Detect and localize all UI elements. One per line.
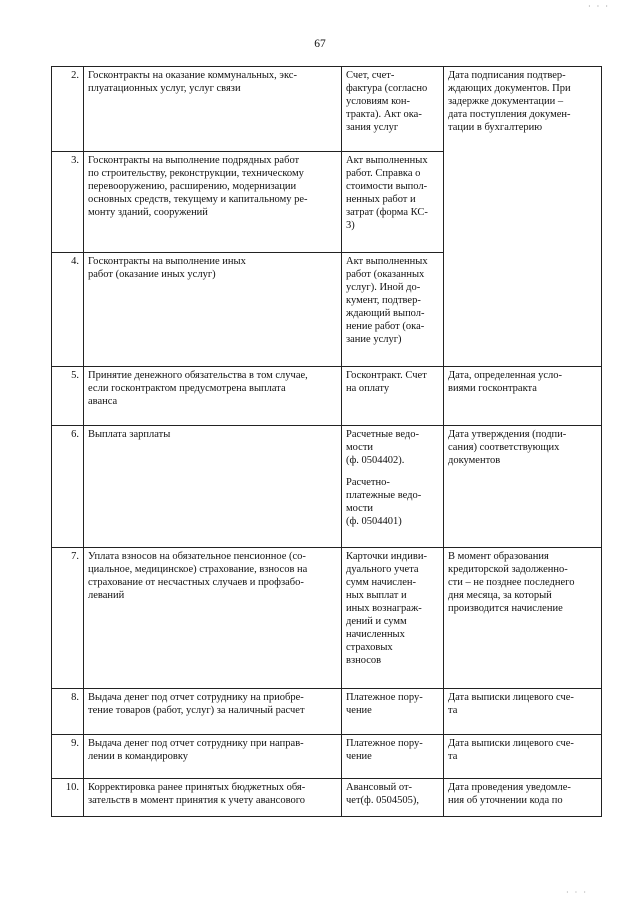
supporting-document: Расчетные ведо- мости (ф. 0504402). Расчетно- платежные ведо- мости (ф. 0504401)	[342, 426, 444, 548]
supporting-document: Акт выполненных работ. Справка о стоимости выпол- ненных работ и затрат (форма КС- 3)	[342, 152, 444, 253]
row-number: 6.	[52, 426, 84, 548]
table-row	[52, 689, 602, 735]
supporting-document: Авансовый от- чет(ф. 0504505),	[342, 779, 444, 817]
table-row	[52, 67, 602, 152]
operation-description: Выплата зарплаты	[84, 426, 342, 548]
operation-description: Госконтракты на оказание коммунальных, экс- плуатационных услуг, услуг связи	[84, 67, 342, 152]
acceptance-date: Дата выписки лицевого сче- та	[444, 689, 602, 735]
accounting-table	[51, 66, 602, 817]
operation-description: Госконтракты на выполнение подрядных работ по строительству, реконструкции, техническому перевооружению, расширению, модернизации основных средств, текущему и капитальному ре- монту зданий, сооружений	[84, 152, 342, 253]
operation-description: Выдача денег под отчет сотруднику при направ- лении в командировку	[84, 735, 342, 779]
table-row	[52, 426, 602, 548]
row-number: 8.	[52, 689, 84, 735]
operation-description: Госконтракты на выполнение иных работ (оказание иных услуг)	[84, 253, 342, 367]
row-number: 5.	[52, 367, 84, 426]
acceptance-date	[444, 253, 602, 367]
acceptance-date: Дата выписки лицевого сче- та	[444, 735, 602, 779]
table-row	[52, 548, 602, 689]
operation-description: Корректировка ранее принятых бюджетных обя- зательств в момент принятия к учету авансового	[84, 779, 342, 817]
row-number: 7.	[52, 548, 84, 689]
table-row	[52, 152, 602, 253]
acceptance-date	[444, 152, 602, 253]
supporting-document: Карточки индиви- дуального учета сумм начислен- ных выплат и иных вознаграж- дений и сумм начисленных страховых взносов	[342, 548, 444, 689]
acceptance-date: В момент образования кредиторской задолженно- сти – не позднее последнего дня месяца, за который производится начисление	[444, 548, 602, 689]
supporting-document: Акт выполненных работ (оказанных услуг). Иной до- кумент, подтвер- ждающий выпол- нение работ (ока- зание услуг)	[342, 253, 444, 367]
page-number: 67	[314, 38, 326, 50]
table-row	[52, 779, 602, 817]
supporting-document: Платежное пору- чение	[342, 689, 444, 735]
scan-mark-top: · · ·	[588, 2, 610, 11]
supporting-document: Госконтракт. Счет на оплату	[342, 367, 444, 426]
operation-description: Принятие денежного обязательства в том случае, если госконтрактом предусмотрена выплата аванса	[84, 367, 342, 426]
operation-description: Выдача денег под отчет сотруднику на приобре- тение товаров (работ, услуг) за наличный расчет	[84, 689, 342, 735]
table-row	[52, 253, 602, 367]
acceptance-date: Дата подписания подтвер- ждающих документов. При задержке документации – дата поступления докумен- тации в бухгалтерию	[444, 67, 602, 152]
row-number: 3.	[52, 152, 84, 253]
supporting-document: Счет, счет- фактура (согласно условиям кон- тракта). Акт ока- зания услуг	[342, 67, 444, 152]
acceptance-date: Дата утверждения (подпи- сания) соответствующих документов	[444, 426, 602, 548]
row-number: 4.	[52, 253, 84, 367]
table-row	[52, 735, 602, 779]
supporting-document: Платежное пору- чение	[342, 735, 444, 779]
acceptance-date: Дата, определенная усло- виями госконтракта	[444, 367, 602, 426]
row-number: 9.	[52, 735, 84, 779]
row-number: 2.	[52, 67, 84, 152]
acceptance-date: Дата проведения уведомле- ния об уточнении кода по	[444, 779, 602, 817]
operation-description: Уплата взносов на обязательное пенсионное (со- циальное, медицинское) страхование, взносов на страхование от несчастных случаев и профзабо- леваний	[84, 548, 342, 689]
table-row	[52, 367, 602, 426]
scan-mark-bottom: · · ·	[566, 888, 588, 897]
row-number: 10.	[52, 779, 84, 817]
